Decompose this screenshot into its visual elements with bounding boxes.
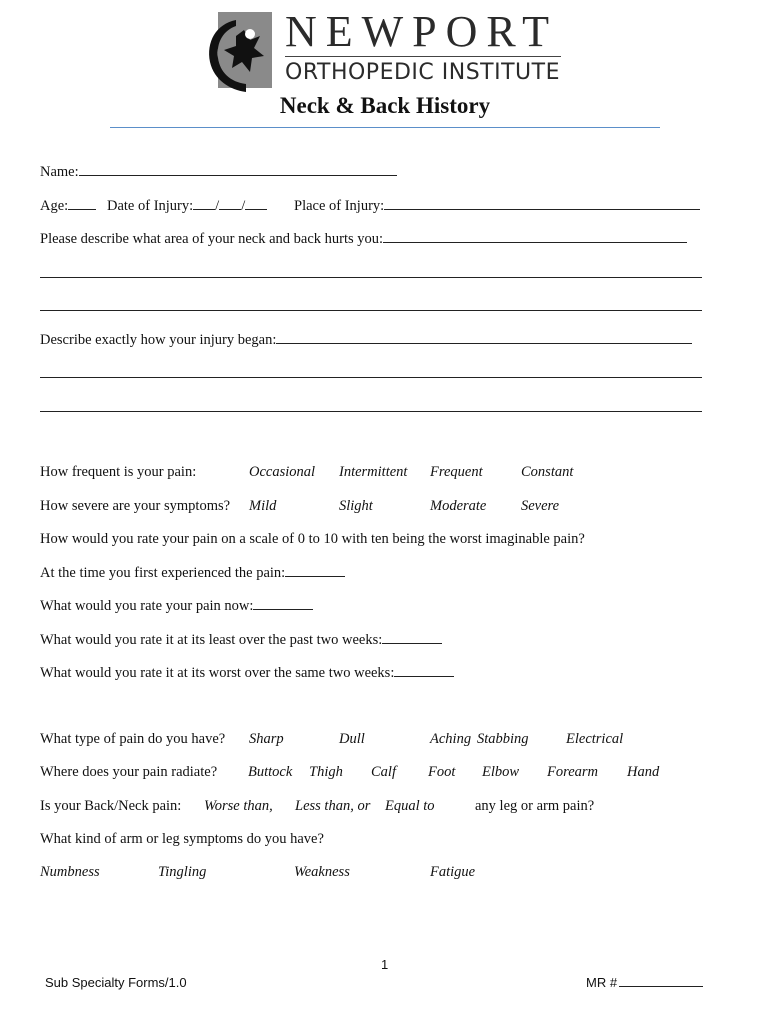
age-field[interactable] (68, 196, 96, 210)
severity-question: How severe are your symptoms? (40, 498, 231, 514)
area-answer-line[interactable] (40, 310, 702, 311)
rating-worst-field[interactable] (394, 663, 454, 677)
form-id: Sub Specialty Forms/1.0 (45, 975, 187, 990)
radiate-option-forearm[interactable]: Forearm (547, 764, 599, 780)
symptom-option-tingling[interactable]: Tingling (158, 864, 207, 880)
rating-first-field[interactable] (285, 563, 345, 577)
title-divider (110, 127, 660, 128)
place-of-injury-label: Place of Injury: (294, 198, 385, 214)
date-separator: / (241, 198, 246, 214)
mr-label: MR # (586, 975, 618, 990)
frequency-option-frequent[interactable]: Frequent (430, 464, 483, 480)
place-of-injury-field[interactable] (384, 196, 700, 210)
radiate-option-thigh[interactable]: Thigh (309, 764, 343, 780)
name-row (40, 162, 397, 181)
comparison-option-less[interactable]: Less than, or (295, 798, 371, 814)
rating-first-row (40, 563, 345, 582)
date-of-injury-label: Date of Injury: (107, 198, 194, 214)
comparison-option-worse[interactable]: Worse than, (204, 798, 273, 814)
injury-answer-line[interactable] (40, 377, 702, 378)
comparison-question: Is your Back/Neck pain: (40, 798, 182, 814)
radiate-option-buttock[interactable]: Buttock (248, 764, 293, 780)
page-number: 1 (381, 957, 389, 972)
injury-month-field[interactable] (193, 196, 215, 210)
radiate-option-calf[interactable]: Calf (371, 764, 396, 780)
injury-year-field[interactable] (245, 196, 267, 210)
pain-type-option-stabbing[interactable]: Stabbing (477, 731, 529, 747)
rating-now-field[interactable] (253, 596, 313, 610)
injury-began-label: Describe exactly how your injury began: (40, 332, 277, 348)
brand-divider (285, 56, 561, 57)
radiate-question: Where does your pain radiate? (40, 764, 218, 780)
pain-type-question: What type of pain do you have? (40, 731, 226, 747)
comparison-suffix: any leg or arm pain? (475, 798, 595, 814)
name-label: Name: (40, 164, 79, 180)
symptom-option-fatigue[interactable]: Fatigue (430, 864, 476, 880)
radiate-option-hand[interactable]: Hand (627, 764, 660, 780)
name-field[interactable] (79, 162, 397, 176)
rating-least-label: What would you rate it at its least over the past two weeks: (40, 632, 383, 648)
area-answer-line[interactable] (40, 277, 702, 278)
rating-now-row (40, 596, 313, 615)
pain-type-option-dull[interactable]: Dull (339, 731, 365, 747)
severity-option-mild[interactable]: Mild (249, 498, 277, 514)
injury-day-field[interactable] (219, 196, 241, 210)
frequency-option-intermittent[interactable]: Intermittent (339, 464, 408, 480)
brand-name: NEWPORT (285, 7, 559, 56)
area-row (40, 229, 687, 248)
rating-worst-label: What would you rate it at its worst over the same two weeks: (40, 665, 395, 681)
injury-answer-line[interactable] (40, 411, 702, 412)
symptom-option-numbness[interactable]: Numbness (40, 864, 100, 880)
rating-least-row (40, 630, 442, 649)
injury-began-row (40, 330, 692, 349)
rating-now-label: What would you rate your pain now: (40, 598, 254, 614)
severity-option-slight[interactable]: Slight (339, 498, 373, 514)
radiate-option-elbow[interactable]: Elbow (482, 764, 520, 780)
rating-first-label: At the time you first experienced the pain: (40, 565, 286, 581)
newport-logo-icon (206, 12, 272, 92)
frequency-question: How frequent is your pain: (40, 464, 197, 480)
area-field[interactable] (383, 229, 687, 243)
frequency-option-occasional[interactable]: Occasional (249, 464, 316, 480)
age-row (40, 196, 96, 215)
brand-subtitle: ORTHOPEDIC INSTITUTE (285, 60, 560, 85)
rating-least-field[interactable] (382, 630, 442, 644)
mr-number-field[interactable] (619, 975, 703, 987)
mr-row (586, 975, 703, 990)
symptom-option-weakness[interactable]: Weakness (294, 864, 350, 880)
pain-type-option-sharp[interactable]: Sharp (249, 731, 284, 747)
rating-question: How would you rate your pain on a scale of 0 to 10 with ten being the worst imaginable pain? (40, 531, 585, 547)
date-separator: / (215, 198, 220, 214)
pain-type-option-electrical[interactable]: Electrical (566, 731, 624, 747)
date-row (107, 196, 267, 215)
severity-option-moderate[interactable]: Moderate (430, 498, 487, 514)
severity-option-severe[interactable]: Severe (521, 498, 560, 514)
comparison-option-equal[interactable]: Equal to (385, 798, 435, 814)
injury-began-field[interactable] (276, 330, 692, 344)
rating-worst-row (40, 663, 454, 682)
radiate-option-foot[interactable]: Foot (428, 764, 456, 780)
area-question-label: Please describe what area of your neck and back hurts you: (40, 231, 384, 247)
symptoms-question: What kind of arm or leg symptoms do you have? (40, 831, 324, 847)
pain-type-option-aching[interactable]: Aching (430, 731, 472, 747)
page-title: Neck & Back History (279, 93, 491, 118)
place-row (294, 196, 700, 215)
frequency-option-constant[interactable]: Constant (521, 464, 574, 480)
age-label: Age: (40, 198, 69, 214)
